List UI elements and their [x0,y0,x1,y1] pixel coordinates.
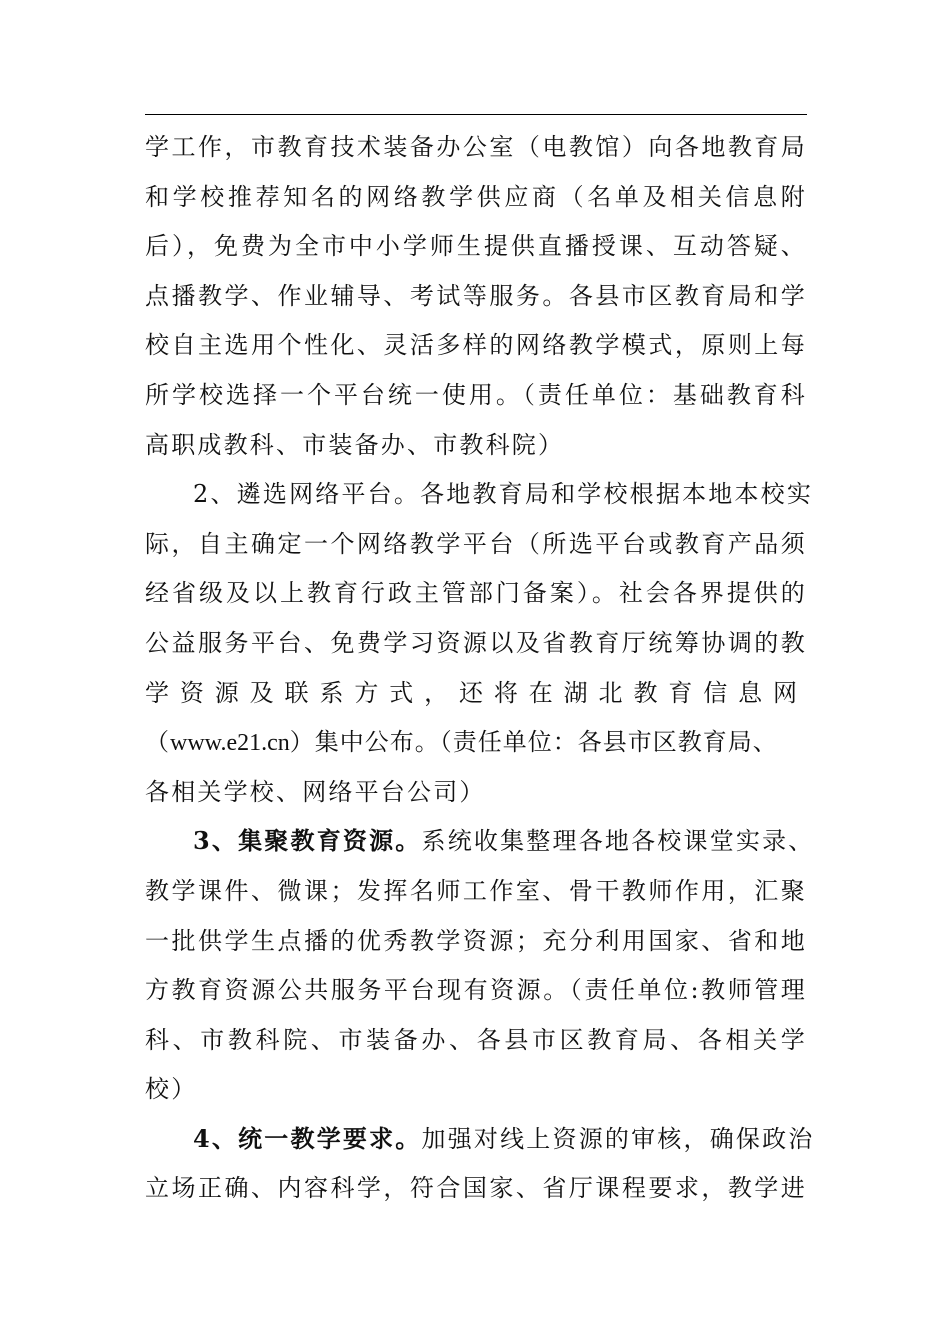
text-line: 立场正确、内容科学，符合国家、省厅课程要求，教学进 [145,1174,807,1203]
text-line: 高职成教科、市装备办、市教科院） [145,430,565,459]
text-line: 后），免费为全市中小学师生提供直播授课、互动答疑、 [145,232,807,261]
text-line: 经省级及以上教育行政主管部门备案）。社会各界提供的 [145,579,807,608]
text-line: 学资源及联系方式，还将在湖北教育信息网 [145,678,807,707]
section-text: 加强对线上资源的审核，确保政治 [421,1124,815,1153]
text-line [145,720,825,770]
text-line [145,819,815,869]
paragraph-2 [145,472,825,819]
text-line: 教学课件、微课；发挥名师工作室、骨干教师作用，汇聚 [145,876,807,905]
text-line: 一批供学生点播的优秀教学资源；充分利用国家、省和地 [145,926,807,955]
website-url: www.e21.cn [170,730,290,757]
section-text: 各地教育局和学校根据本地本校实 [420,480,814,509]
text-line: 学工作，市教育技术装备办公室（电教馆）向各地教育局 [145,133,807,161]
text-line: 科、市教科院、市装备办、各县市区教育局、各相关学 [145,1025,807,1054]
text-line: 各相关学校、网络平台公司） [145,777,486,806]
paragraph-1 [145,125,825,472]
section-heading: 2、遴选网络平台。 [193,480,421,509]
text-line [145,472,814,522]
header-rule [145,114,807,115]
section-text: ）集中公布。（责任单位：各县市区教育局、 [289,728,778,757]
text-line: 点播教学、作业辅导、考试等服务。各县市区教育局和学 [145,281,807,310]
text-line [145,1117,815,1167]
text-line: 校） [145,1075,198,1104]
text-line: 所学校选择一个平台统一使用。（责任单位：基础教育科 [145,380,807,409]
text-line: 公益服务平台、免费学习资源以及省教育厅统筹协调的教 [145,628,807,657]
paragraph-4 [145,1117,825,1216]
bracket-open: （ [145,728,170,757]
section-heading: 4、统一教学要求。 [193,1123,422,1153]
paragraph-3 [145,819,825,1117]
text-line: 际，自主确定一个网络教学平台（所选平台或教育产品须 [145,529,807,558]
text-line: 方教育资源公共服务平台现有资源。（责任单位:教师管理 [145,976,807,1005]
document-body [145,125,825,1216]
text-line: 和学校推荐知名的网络教学供应商（名单及相关信息附 [145,182,807,211]
text-line: 校自主选用个性化、灵活多样的网络教学模式，原则上每 [145,331,807,360]
section-text: 系统收集整理各地各校课堂实录、 [421,827,815,856]
section-heading: 3、集聚教育资源。 [193,826,422,856]
